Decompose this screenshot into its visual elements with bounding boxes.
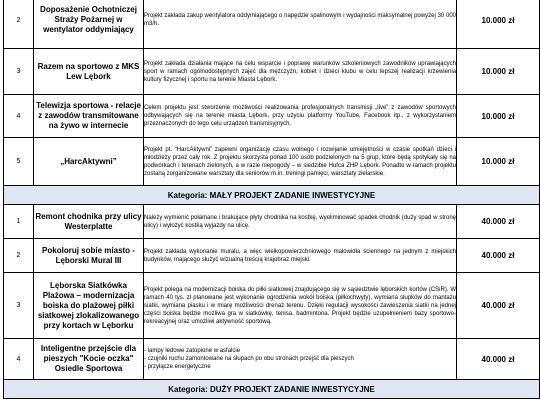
project-amount: 10.000 zł <box>457 0 540 49</box>
table-row <box>4 273 540 339</box>
project-title: Inteligentne przejście dla pieszych "Kocie oczka" Osiedle Sportowa <box>34 339 144 380</box>
category-heading-small: Kategoria: MAŁY PROJEKT ZADANIE INWESTYCYJNE <box>4 186 540 205</box>
project-amount: 10.000 zł <box>457 95 540 138</box>
row-number: 4 <box>4 339 34 380</box>
project-description: Projekt zakłada zakup wentylatora oddymiającego o napędzie spalinowym i wydajności maksymalnej powyżej 30 000 m3/h. <box>144 0 457 49</box>
category-heading-large: Kategoria: DUŻY PROJEKT ZADANIE INWESTYCYJNE <box>4 380 540 399</box>
table-row <box>4 49 540 95</box>
project-description: Projekt zakłada działania mające na celu wsparcie i poprawę warunków szkoleniowych zawodników uprawiających sport w ramach ogólnodostępnych zajęć dla mężczyzn, kobiet i dzieci klubu w celu lepszej realizacji krzewienia kultury fizycznej i sportu na terenie Miasta Lębork. <box>144 49 457 95</box>
row-number: 2 <box>4 239 34 273</box>
bullet-item: - czujniki ruchu zamontowane na słupach po obu stronach przejść dla pieszych <box>144 355 456 363</box>
project-amount: 40.000 zł <box>457 239 540 273</box>
project-description: Celem projektu jest stworzenie możliwości realizowania profesjonalnych transmisji „live” z zawodów sportowych odbywających się na terenie miasta Lębork, przy użyciu platformy YouTube, Facebook itp., z wykorzystaniem przeznaczonych do tego celu urządzeń transmisyjnych. <box>144 95 457 138</box>
project-amount: 40.000 zł <box>457 339 540 380</box>
project-title: Lęborska Siatkówka Plażowa – modernizacja boiska do plażowej piłki siatkowej zlokalizowanego przy kortach w Lęborku <box>34 273 144 339</box>
bullet-item: - przyłącze energetyczne <box>144 363 456 371</box>
project-title: Pokoloruj sobie miasto - Lęborski Mural III <box>34 239 144 273</box>
table-row <box>4 95 540 138</box>
table-row <box>4 239 540 273</box>
project-amount: 40.000 zł <box>457 205 540 239</box>
project-title: Telewizja sportowa - relacje z zawodów transmitowane na żywo w internecie <box>34 95 144 138</box>
table-row <box>4 339 540 380</box>
row-number: 3 <box>4 273 34 339</box>
row-number: 2 <box>4 0 34 49</box>
project-amount: 10.000 zł <box>457 138 540 186</box>
table-row <box>4 0 540 49</box>
table-row <box>4 205 540 239</box>
project-title: Doposażenie Ochotniczej Straży Pożarnej w wentylator oddymiający <box>34 0 144 49</box>
project-description <box>144 339 457 380</box>
project-title: Remont chodnika przy ulicy Westerplatte <box>34 205 144 239</box>
project-description: Należy wymienić połamane i brakujące płyty chodnika na kostkę, wyeliminować spadek chodnik (duży spad w stronę ulicy) i wyłożyć kostką wyjazdy na ulicę. <box>144 205 457 239</box>
row-number: 5 <box>4 138 34 186</box>
project-title: Razem na sportowo z MKS Lew Lębork <box>34 49 144 95</box>
project-title: „HarcAktywni” <box>34 138 144 186</box>
category-row <box>4 186 540 205</box>
bullet-item: - lampy ledowe zatopione w asfalcie <box>144 347 456 355</box>
project-amount: 10.000 zł <box>457 49 540 95</box>
projects-table <box>3 0 540 399</box>
project-amount: 40.000 zł <box>457 273 540 339</box>
row-number: 3 <box>4 49 34 95</box>
project-description: Projekt zakłada wykonanie muralu, a więc wielkopowierzchniowego malowidła ściennego na jednym z miejskich budynków, mającego służyć wizualną treścią krajobraz miejski. <box>144 239 457 273</box>
category-row <box>4 380 540 399</box>
row-number: 1 <box>4 205 34 239</box>
bullet-list <box>144 347 456 371</box>
project-description: Projekt pt. “HarcAktywni” zapewni organizację czasu wolnego i rozwijanie umiejętności w czasie spotkań dzieci i młodzieży przez cały rok. Z projektu skorzysta ponad 100 osób podzielonych na 5 grup, które będą spotykały się na podwórkach i terenach zielonych, a w razie niepogody – w siedzibie Hufca ZHP Lębork. Ponadto w ramach projektu zostaną zorganizowane warsztaty dla seniorów m.in. treningi pamięci, warsztaty zielarskie. <box>144 138 457 186</box>
project-description: Projekt polega na modernizacji boiska do piłki siatkowej znajdującego się w sąsiedztwie lęborskich kortów (CSiR). W ramach 40 tys. zł planowane jest wykonanie ogrodzenia wokół boiska (piłkochwyty), wymiana słupków do mantażu siatki, wymiana piasku i w miarę możliwości drenaż terenu. Dzięki regulacji wysokości zawieszenia siatki na jednej części boiska będzie możliwa gra w siatkówkę, tenisa, badmintona. Projekt będzie uzupełnieniem bazy sportowo-rekreacyjnej oraz umożliwi aktywność sportową. <box>144 273 457 339</box>
table-row <box>4 138 540 186</box>
row-number: 4 <box>4 95 34 138</box>
